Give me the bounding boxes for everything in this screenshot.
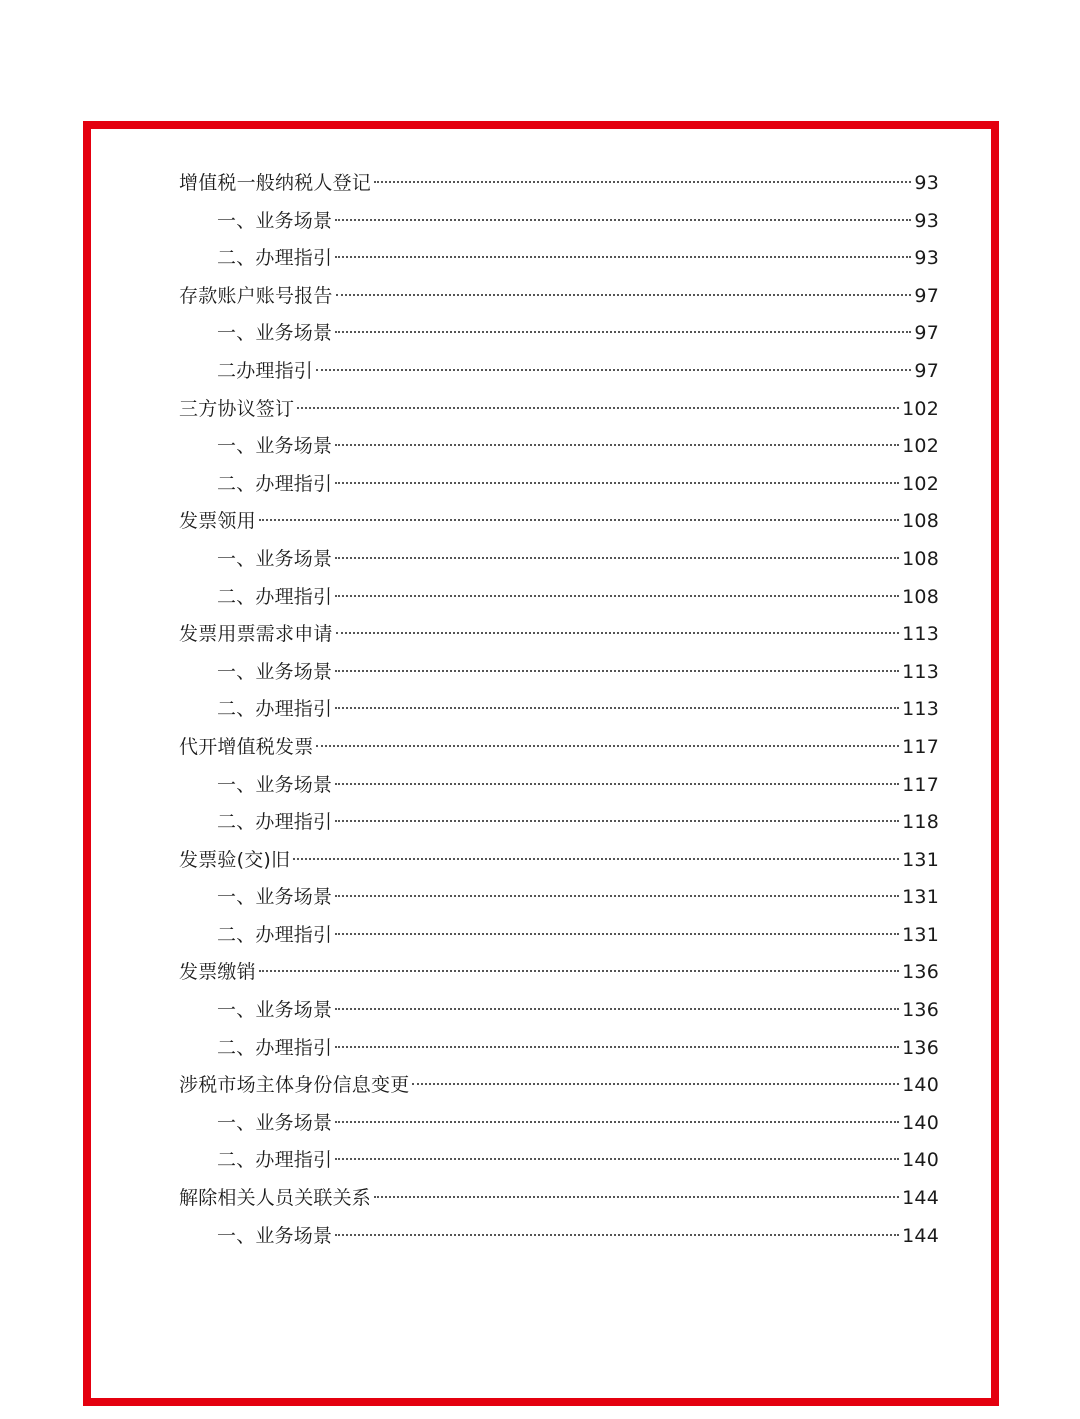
toc-page-number: 140 [902, 1074, 939, 1097]
toc-page-number: 136 [902, 961, 939, 984]
toc-page-number: 136 [902, 999, 939, 1022]
toc-entry-title: 一、业务场景 [217, 209, 333, 232]
toc-entry[interactable] [179, 992, 939, 1030]
toc-entry[interactable] [179, 391, 939, 429]
toc-entry-title: 发票领用 [179, 510, 256, 533]
toc-entry-title: 二办理指引 [217, 359, 314, 382]
toc-entry[interactable] [179, 278, 939, 316]
toc-entry-title: 二、办理指引 [217, 585, 333, 608]
toc-entry[interactable] [179, 240, 939, 278]
toc-dot-leader [374, 181, 911, 183]
toc-entry-title: 三方协议签订 [179, 397, 295, 420]
toc-entry-title: 二、办理指引 [217, 698, 333, 721]
toc-dot-leader [335, 219, 911, 221]
toc-entry[interactable] [179, 428, 939, 466]
toc-entry[interactable] [179, 1030, 939, 1068]
toc-entry-title: 一、业务场景 [217, 1224, 333, 1247]
toc-entry[interactable] [179, 503, 939, 541]
toc-page-number: 97 [914, 359, 939, 382]
toc-entry-title: 发票用票需求申请 [179, 623, 333, 646]
toc-dot-leader [335, 1234, 899, 1236]
toc-page-number: 97 [914, 322, 939, 345]
toc-dot-leader [335, 1121, 899, 1123]
toc-dot-leader [335, 820, 899, 822]
toc-entry-title: 一、业务场景 [217, 435, 333, 458]
toc-page-number: 144 [902, 1224, 939, 1247]
toc-dot-leader [316, 369, 911, 371]
toc-page-number: 113 [902, 698, 939, 721]
toc-entry-title: 二、办理指引 [217, 247, 333, 270]
toc-entry[interactable] [179, 1180, 939, 1218]
toc-dot-leader [335, 1046, 899, 1048]
toc-entry-title: 一、业务场景 [217, 660, 333, 683]
toc-entry-title: 一、业务场景 [217, 773, 333, 796]
toc-entry[interactable] [179, 616, 939, 654]
toc-dot-leader [335, 331, 911, 333]
toc-dot-leader [335, 557, 899, 559]
toc-entry-title: 二、办理指引 [217, 472, 333, 495]
highlight-frame [83, 121, 999, 1406]
toc-dot-leader [335, 444, 899, 446]
toc-page-number: 93 [914, 247, 939, 270]
toc-dot-leader [293, 858, 899, 860]
toc-page-number: 131 [902, 886, 939, 909]
toc-entry-title: 涉税市场主体身份信息变更 [179, 1074, 410, 1097]
toc-page-number: 113 [902, 660, 939, 683]
toc-dot-leader [336, 294, 912, 296]
toc-dot-leader [259, 970, 899, 972]
toc-page-number: 140 [902, 1149, 939, 1172]
toc-entry-title: 一、业务场景 [217, 886, 333, 909]
toc-entry-title: 二、办理指引 [217, 923, 333, 946]
toc-entry[interactable] [179, 654, 939, 692]
toc-page-number: 108 [902, 510, 939, 533]
toc-page-number: 140 [902, 1111, 939, 1134]
toc-dot-leader [335, 895, 899, 897]
toc-dot-leader [259, 519, 899, 521]
toc-entry[interactable] [179, 579, 939, 617]
toc-entry[interactable] [179, 1067, 939, 1105]
toc-dot-leader [335, 933, 899, 935]
toc-entry[interactable] [179, 165, 939, 203]
toc-page-number: 108 [902, 585, 939, 608]
toc-page-number: 93 [914, 209, 939, 232]
toc-entry[interactable] [179, 1142, 939, 1180]
toc-page-number: 102 [902, 397, 939, 420]
toc-entry-title: 二、办理指引 [217, 1036, 333, 1059]
toc-entry-title: 一、业务场景 [217, 322, 333, 345]
toc-page-number: 113 [902, 623, 939, 646]
toc-page-number: 136 [902, 1036, 939, 1059]
toc-page-number: 102 [902, 472, 939, 495]
toc-dot-leader [297, 407, 899, 409]
toc-entry-title: 二、办理指引 [217, 811, 333, 834]
toc-page-number: 97 [914, 284, 939, 307]
toc-dot-leader [412, 1083, 899, 1085]
toc-dot-leader [374, 1196, 899, 1198]
toc-entry-title: 增值税一般纳税人登记 [179, 172, 372, 194]
toc-entry[interactable] [179, 729, 939, 767]
table-of-contents [179, 165, 939, 1261]
toc-dot-leader [335, 256, 911, 258]
toc-entry-title: 发票验(交)旧 [179, 848, 291, 871]
toc-dot-leader [335, 1158, 899, 1160]
toc-dot-leader [335, 482, 899, 484]
toc-entry[interactable] [179, 315, 939, 353]
toc-dot-leader [336, 632, 900, 634]
toc-entry[interactable] [179, 691, 939, 729]
toc-dot-leader [335, 1008, 899, 1010]
toc-entry[interactable] [179, 1105, 939, 1143]
toc-entry[interactable] [179, 804, 939, 842]
toc-entry[interactable] [179, 842, 939, 880]
toc-dot-leader [335, 670, 899, 672]
toc-entry[interactable] [179, 203, 939, 241]
toc-entry-title: 一、业务场景 [217, 999, 333, 1022]
toc-page-number: 102 [902, 435, 939, 458]
toc-entry[interactable] [179, 954, 939, 992]
toc-entry[interactable] [179, 767, 939, 805]
toc-page-number: 144 [902, 1187, 939, 1210]
toc-page-number: 117 [902, 735, 939, 758]
toc-page-number: 131 [902, 848, 939, 871]
toc-page-number: 93 [914, 172, 939, 194]
toc-entry[interactable] [179, 541, 939, 579]
toc-entry[interactable] [179, 917, 939, 955]
toc-dot-leader [316, 745, 899, 747]
toc-page-number: 118 [902, 811, 939, 834]
toc-entry-title: 存款账户账号报告 [179, 284, 333, 307]
toc-dot-leader [335, 783, 899, 785]
toc-entry-title: 解除相关人员关联关系 [179, 1187, 372, 1210]
toc-entry-title: 代开增值税发票 [179, 735, 314, 758]
toc-dot-leader [335, 595, 899, 597]
toc-page-number: 117 [902, 773, 939, 796]
toc-entry[interactable] [179, 879, 939, 917]
toc-entry-title: 二、办理指引 [217, 1149, 333, 1172]
toc-entry[interactable] [179, 1218, 939, 1256]
toc-dot-leader [335, 707, 899, 709]
toc-page-number: 108 [902, 547, 939, 570]
toc-entry-title: 一、业务场景 [217, 1111, 333, 1134]
cut-off-text-fragment [217, 1260, 337, 1268]
toc-page-number: 131 [902, 923, 939, 946]
toc-entry-title: 发票缴销 [179, 961, 256, 984]
toc-entry[interactable] [179, 353, 939, 391]
toc-entry[interactable] [179, 466, 939, 504]
toc-entry-title: 一、业务场景 [217, 547, 333, 570]
